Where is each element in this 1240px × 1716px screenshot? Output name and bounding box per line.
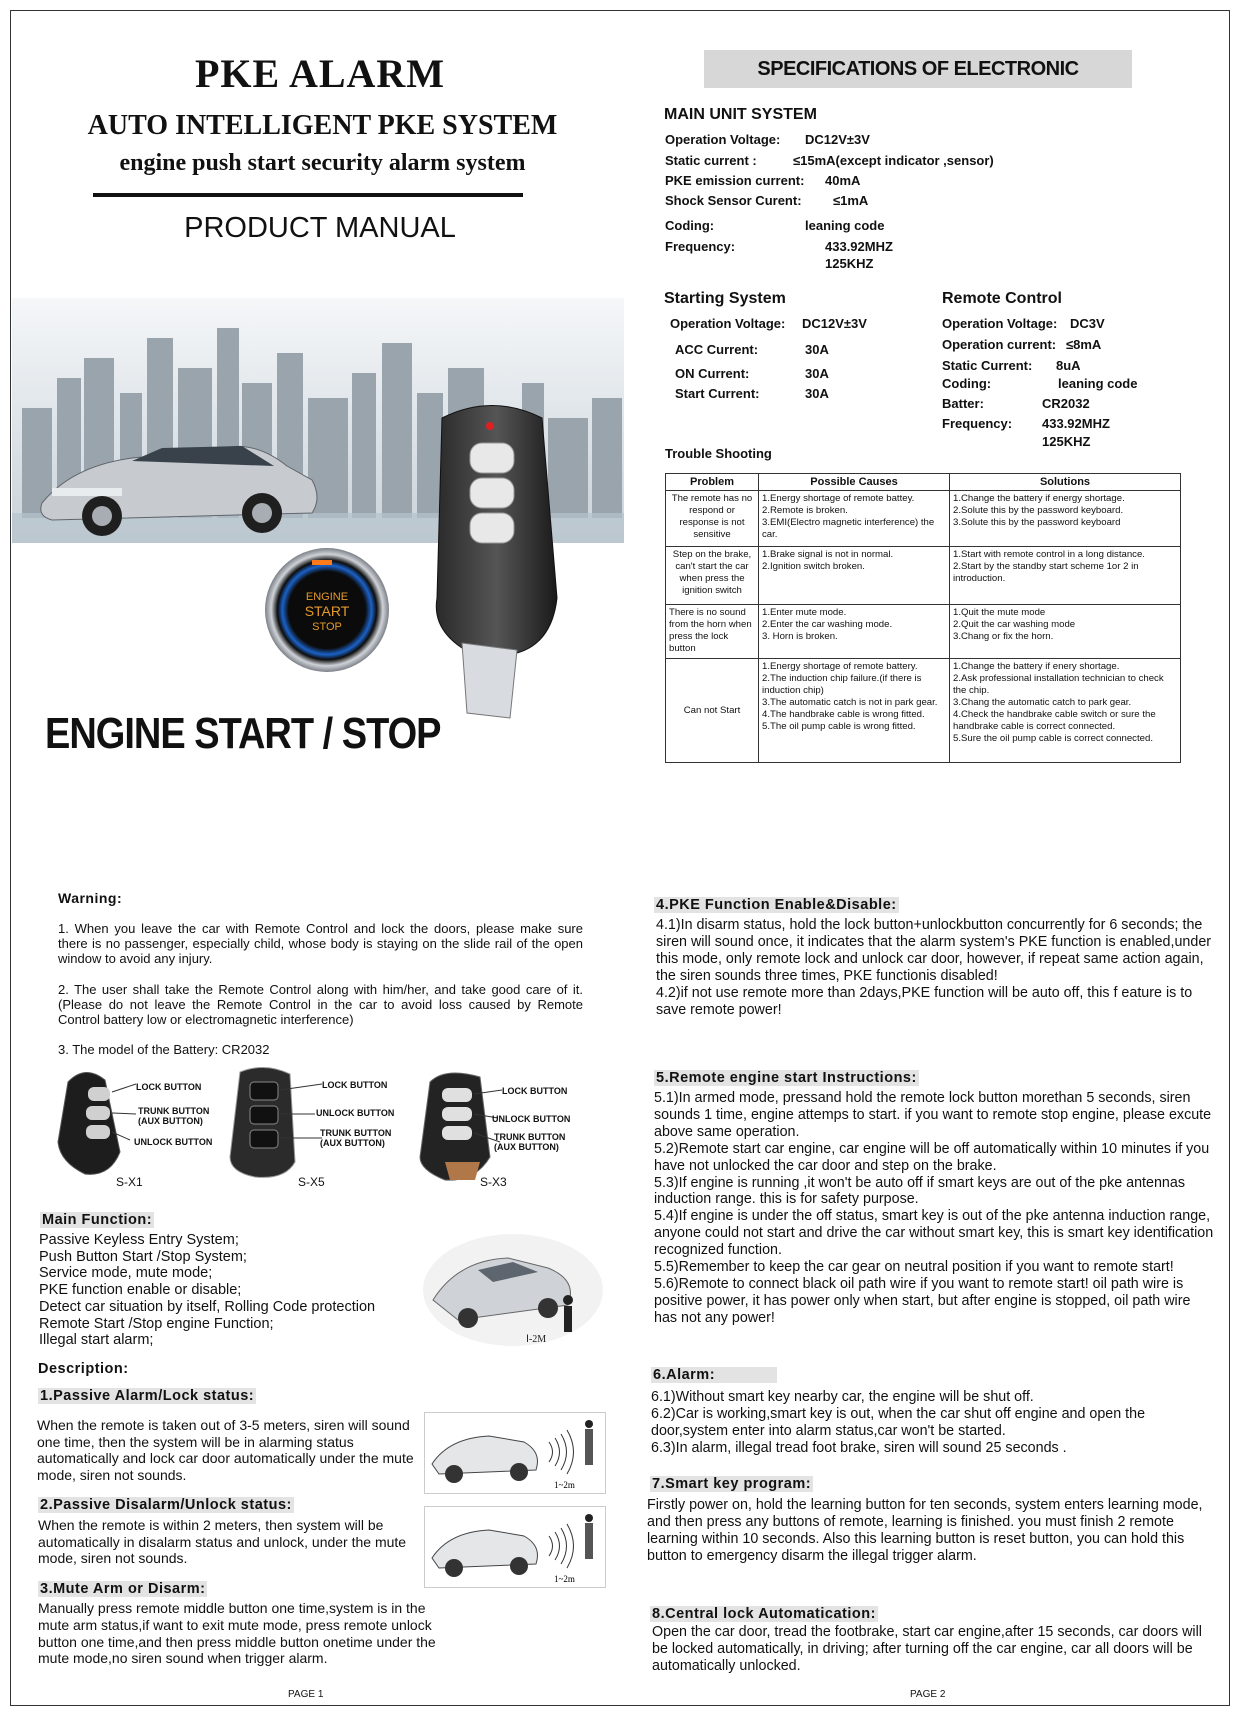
sx3-unlock-label: UNLOCK BUTTON	[492, 1114, 571, 1124]
page-number-1: PAGE 1	[288, 1689, 324, 1700]
svg-text:Ⅰ-2M: Ⅰ-2M	[526, 1334, 547, 1345]
list-item: Service mode, mute mode;	[39, 1265, 213, 1282]
description-title: Description:	[38, 1361, 129, 1377]
central-lock-text: Open the car door, tread the footbrake, start car engine,after 15 seconds, car doors will be locked automatically, in driving; after turning off the car engine, car all doors will be automatically unlocked.	[652, 1624, 1202, 1674]
passive-alarm-illustration	[424, 1412, 606, 1494]
hero-illustration	[12, 298, 624, 728]
trouble-shooting-table	[665, 473, 1181, 763]
mute-arm-text: Manually press remote middle button one time,system is in the mute arm status,if want to exit mute mode, press remote unlock button one time,and then press middle button onetime under the mute mode,no siren sound when trigger alarm.	[38, 1600, 436, 1667]
sx1-lock-label: LOCK BUTTON	[136, 1082, 202, 1092]
passive-alarm-title: 1.Passive Alarm/Lock status:	[40, 1388, 255, 1404]
sx5-model-label: S-X5	[298, 1175, 325, 1189]
remote-control-title: Remote Control	[942, 290, 1062, 307]
sx5-trunk-label: TRUNK BUTTON (AUX BUTTON)	[320, 1128, 392, 1148]
alarm-title: 6.Alarm:	[651, 1367, 775, 1383]
passive-disalarm-title: 2.Passive Disalarm/Unlock status:	[40, 1497, 292, 1513]
table-row: Can not Start 1.Energy shortage of remote battery. 2.The induction chip failure.(if there is induction chip) 3.The automatic catch is not in park gear. 4.The handbrake cable is wrong fitted. 5.The oil pump cable is wrong fitted. 1.Change the battery if enery shortage. 2.Ask professional installation technician to check the chip. 3.Chang the automatic catch to park gear. 4.Check the handbrake cable switch or sure the handbrake cable is correct connected. 5.Sure the oil pump cable is correct connected.	[666, 659, 1181, 763]
main-function-title: Main Function:	[42, 1212, 153, 1228]
sx3-model-label: S-X3	[480, 1175, 507, 1189]
list-item: Passive Keyless Entry System;	[39, 1232, 239, 1248]
list-item: Illegal start alarm;	[39, 1332, 154, 1349]
list-item: Remote Start /Stop engine Function;	[39, 1315, 274, 1332]
sx1-unlock-label: UNLOCK BUTTON	[134, 1137, 213, 1147]
warning-item-3: 3. The model of the Battery: CR2032	[58, 1042, 270, 1057]
sx1-model-label: S-X1	[116, 1175, 143, 1189]
passive-disalarm-illustration	[424, 1506, 606, 1588]
warning-title: Warning:	[58, 890, 123, 906]
remote-start-text: 5.1)In armed mode, pressand hold the remote lock button morethan 5 seconds, siren sounds 1 time, engine attemps to start. if you want to remote stop engine, please excute above same operation. 5.2)Remote start car engine, car engine will be off automatically within 10 minutes if you have not unlocked the car door and step on the brake. 5.3)If engine is running ,it won't be auto off if smart keys are out of the pke antennas induction range. this is for safety purpose. 5.4)If engine is under the off status, smart key is out of the pke antenna induction range, anyone could not start and drive the car without smart key, this is smart key identification recognized function. 5.5)Remember to keep the car gear on neutral position if you want to remote start! 5.6)Remote to connect black oil path wire if you want to remote start! oil path wire is positive power, it has power only when start, but after engine is stopped, oil path wire has not any power!	[654, 1090, 1214, 1326]
sx5-lock-label: LOCK BUTTON	[322, 1080, 388, 1090]
table-header-row: Problem Possible Causes Solutions	[666, 474, 1181, 491]
pke-function-title: 4.PKE Function Enable&Disable:	[656, 897, 897, 913]
sx5-unlock-label: UNLOCK BUTTON	[316, 1108, 395, 1118]
table-row: The remote has no respond or response is not sensitive 1.Energy shortage of remote battey. 2.Remote is broken. 3.EMI(Electro magnetic interference) the car. 1.Change the battery if energy shortage. 2.Solute this by the password keyboard. 3.Solute this by the password keyboard	[666, 491, 1181, 547]
tagline: engine push start security alarm system	[119, 150, 526, 176]
table-row: There is no sound from the horn when press the lock button 1.Enter mute mode. 2.Enter the car washing mode. 3. Horn is broken. 1.Quit the mute mode 2.Quit the car washing mode 3.Chang or fix the horn.	[666, 605, 1181, 659]
central-lock-title: 8.Central lock Automatication:	[652, 1606, 876, 1622]
product-manual-heading: PRODUCT MANUAL	[184, 212, 456, 244]
svg-text:1~2m: 1~2m	[554, 1574, 575, 1584]
warning-item-2: 2. The user shall take the Remote Control along with him/her, and take good care of it.(Please do not leave the Remote Control in the car to avoid loss caused by Remote Control battery low or electromagnetic interference)	[58, 982, 583, 1027]
sx3-lock-label: LOCK BUTTON	[502, 1086, 568, 1096]
smart-key-program-title: 7.Smart key program:	[652, 1476, 812, 1492]
mute-arm-title: 3.Mute Arm or Disarm:	[40, 1581, 206, 1597]
alarm-text: 6.1)Without smart key nearby car, the engine will be shut off. 6.2)Car is working,smart key is out, when the car shut off engine and open the door,system enter into alarm status,car won't be started. 6.3)In alarm, illegal tread foot brake, siren will sound 25 seconds .	[651, 1389, 1146, 1456]
svg-text:START: START	[304, 603, 350, 619]
smart-key-program-text: Firstly power on, hold the learning button for ten seconds, system enters learning mode, and then press any buttons of remote, learning is finished. you must finish 2 remote learning within 10 seconds. Also this learning button is reset button, you can hold this button to emergency disarm the illegal trigger alarm.	[647, 1497, 1203, 1564]
svg-text:STOP: STOP	[312, 621, 342, 633]
svg-text:ENGINE: ENGINE	[305, 591, 349, 603]
car-person-illustration	[418, 1230, 608, 1350]
specifications-bar: SPECIFICATIONS OF ELECTRONIC	[704, 50, 1132, 88]
table-row: Step on the brake, can't start the car when press the ignition switch 1.Brake signal is not in normal. 2.Ignition switch broken. 1.Start with remote control in a long distance. 2.Start by the standby start scheme 1or 2 in introduction.	[666, 547, 1181, 605]
smart-key-image	[436, 406, 557, 719]
remote-start-title: 5.Remote engine start Instructions:	[656, 1070, 917, 1086]
svg-text:1~2m: 1~2m	[554, 1480, 575, 1490]
list-item: Push Button Start /Stop System;	[39, 1248, 247, 1265]
sx1-trunk-label: TRUNK BUTTON (AUX BUTTON)	[138, 1106, 210, 1126]
list-item: Detect car situation by itself, Rolling Code protection	[39, 1298, 376, 1315]
starting-system-title: Starting System	[664, 290, 786, 307]
page-number-2: PAGE 2	[910, 1689, 946, 1700]
subtitle: AUTO INTELLIGENT PKE SYSTEM	[87, 110, 558, 141]
main-function-list	[39, 1232, 439, 1349]
passive-alarm-text: When the remote is taken out of 3-5 meters, siren will sound one time, then the system will be in alarming status automatically and lock car door automatically under the mute mode, siren not sounds.	[37, 1417, 414, 1483]
title-divider	[93, 193, 523, 197]
engine-start-stop-banner: ENGINE START / STOP	[45, 710, 441, 759]
main-unit-title: MAIN UNIT SYSTEM	[664, 106, 817, 123]
warning-item-1: 1. When you leave the car with Remote Control and lock the doors, please make sure there is no passenger, especially child, whose body is staying on the slide rail of the open window to avoid any injury.	[58, 921, 583, 966]
start-stop-button-image	[265, 548, 389, 672]
sx3-trunk-label: TRUNK BUTTON (AUX BUTTON)	[494, 1132, 566, 1152]
trouble-shooting-title: Trouble Shooting	[665, 446, 772, 461]
key-models-figure	[50, 1062, 610, 1192]
list-item: PKE function enable or disable;	[39, 1282, 242, 1299]
main-title: PKE ALARM	[194, 51, 446, 96]
passive-disalarm-text: When the remote is within 2 meters, then system will be automatically in disalarm status and unlock, under the mute mode, siren not sounds.	[38, 1517, 407, 1566]
pke-function-text: 4.1)In disarm status, hold the lock button+unlockbutton concurrently for 6 seconds; the siren will sound once, it indicates that the alarm system's PKE function is enabled,under this mode, only remote lock and unlock car door, however, if repeat same action again, the siren sounds three times, PKE functionis disabled! 4.2)if not use remote more than 2days,PKE function will be auto off, this f eature is to save remote power!	[656, 917, 1212, 1018]
